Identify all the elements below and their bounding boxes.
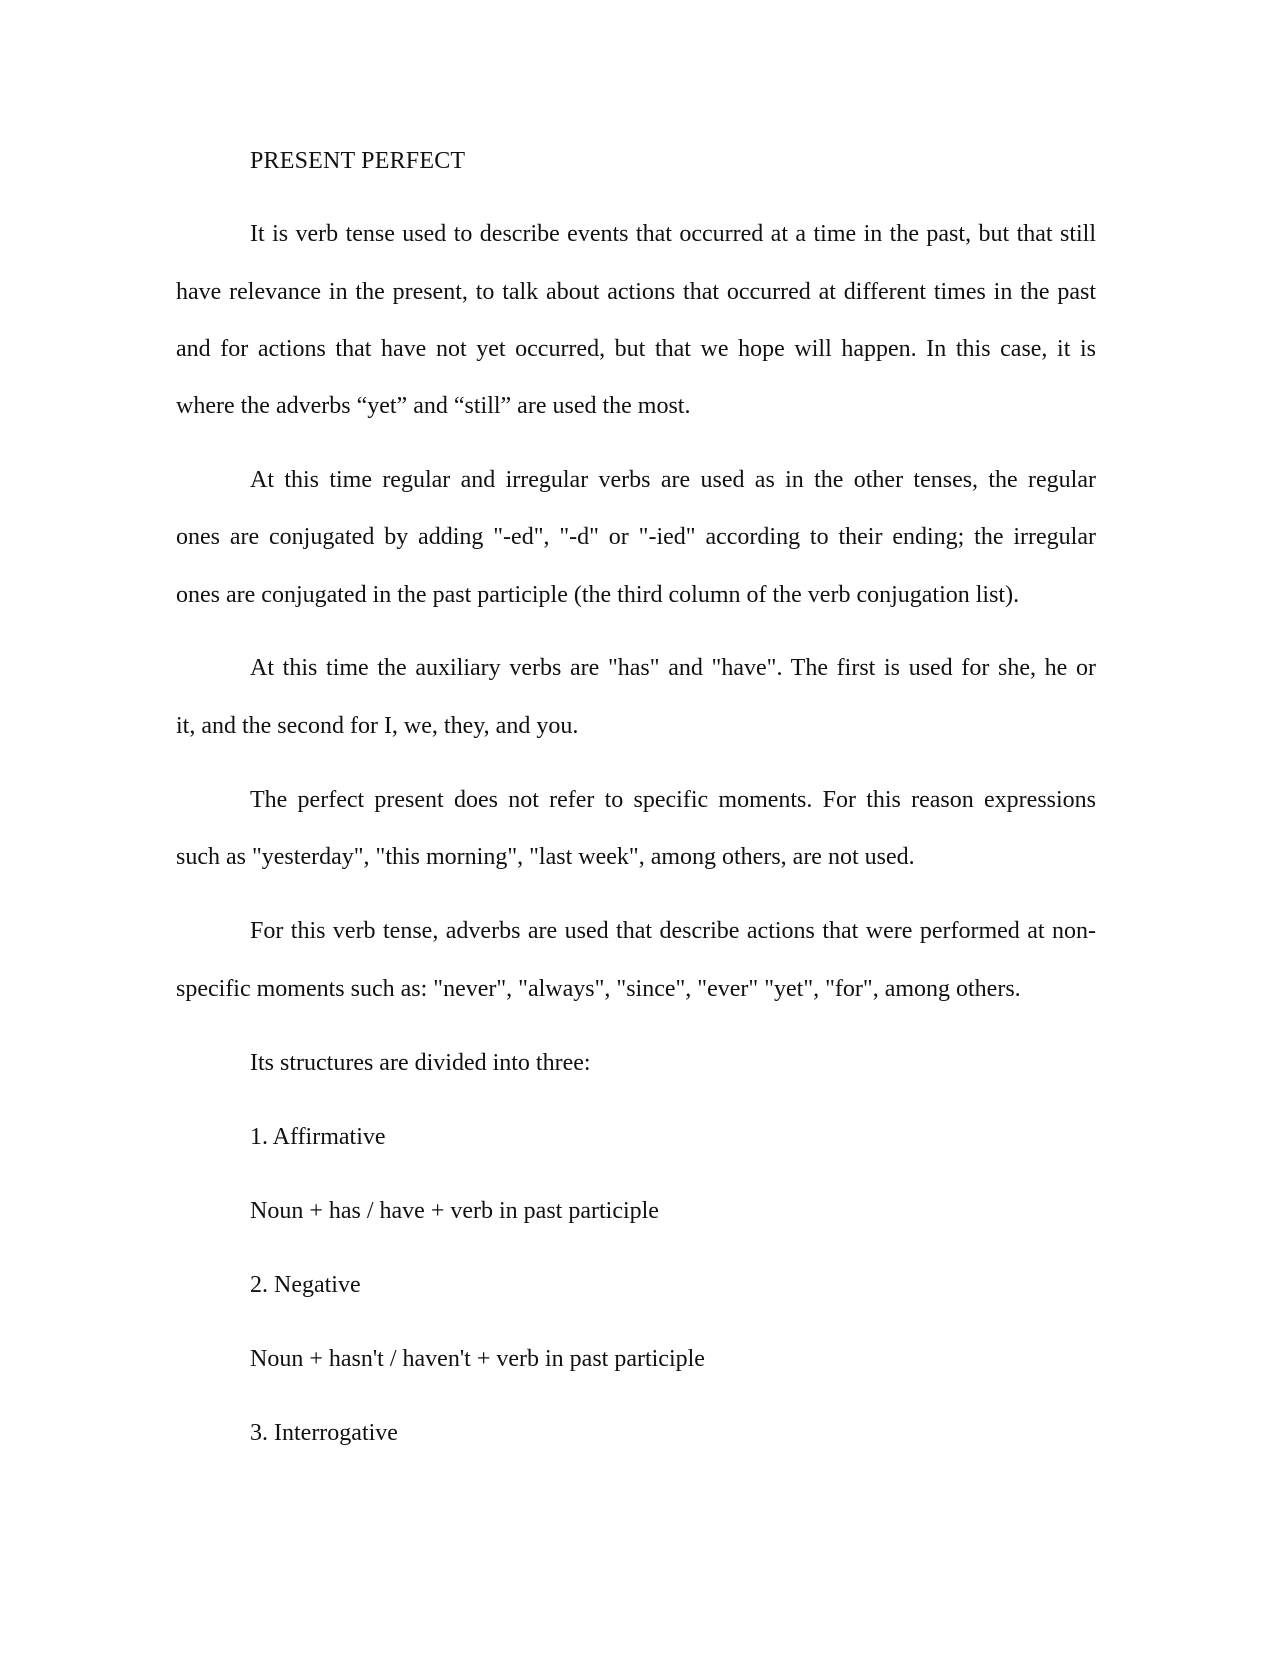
paragraph-3-line-2: it, and the second for I, we, they, and you. (176, 713, 579, 739)
paragraph-2-line-3: ones are conjugated in the past participle (the third column of the verb conjugation list). (176, 582, 1020, 608)
paragraph-5-line-1: For this verb tense, adverbs are used that describe actions that were performed at non- (250, 918, 1096, 944)
paragraph-5-line-2: specific moments such as: "never", "always", "since", "ever" "yet", "for", among others. (176, 976, 1021, 1002)
structures-intro: Its structures are divided into three: (250, 1050, 591, 1076)
structure-formula-negative: Noun + hasn't / haven't + verb in past participle (250, 1346, 705, 1372)
page-title: PRESENT PERFECT (250, 148, 466, 174)
paragraph-4-line-2: such as "yesterday", "this morning", "last week", among others, are not used. (176, 844, 915, 870)
paragraph-1-line-3: and for actions that have not yet occurred, but that we hope will happen. In this case, it is (176, 336, 1096, 362)
structure-heading-interrogative: 3. Interrogative (250, 1420, 398, 1446)
paragraph-4-line-1: The perfect present does not refer to specific moments. For this reason expressions (250, 787, 1096, 813)
paragraph-1-line-2: have relevance in the present, to talk about actions that occurred at different times in the past (176, 279, 1096, 305)
structure-heading-affirmative: 1. Affirmative (250, 1124, 386, 1150)
paragraph-2-line-1: At this time regular and irregular verbs are used as in the other tenses, the regular (250, 467, 1096, 493)
paragraph-1-line-4: where the adverbs “yet” and “still” are used the most. (176, 393, 691, 419)
paragraph-2-line-2: ones are conjugated by adding "-ed", "-d" or "-ied" according to their ending; the irregular (176, 524, 1096, 550)
structure-heading-negative: 2. Negative (250, 1272, 361, 1298)
paragraph-3-line-1: At this time the auxiliary verbs are "has" and "have". The first is used for she, he or (250, 655, 1096, 681)
structure-formula-affirmative: Noun + has / have + verb in past participle (250, 1198, 659, 1224)
paragraph-1-line-1: It is verb tense used to describe events that occurred at a time in the past, but that still (250, 221, 1096, 247)
